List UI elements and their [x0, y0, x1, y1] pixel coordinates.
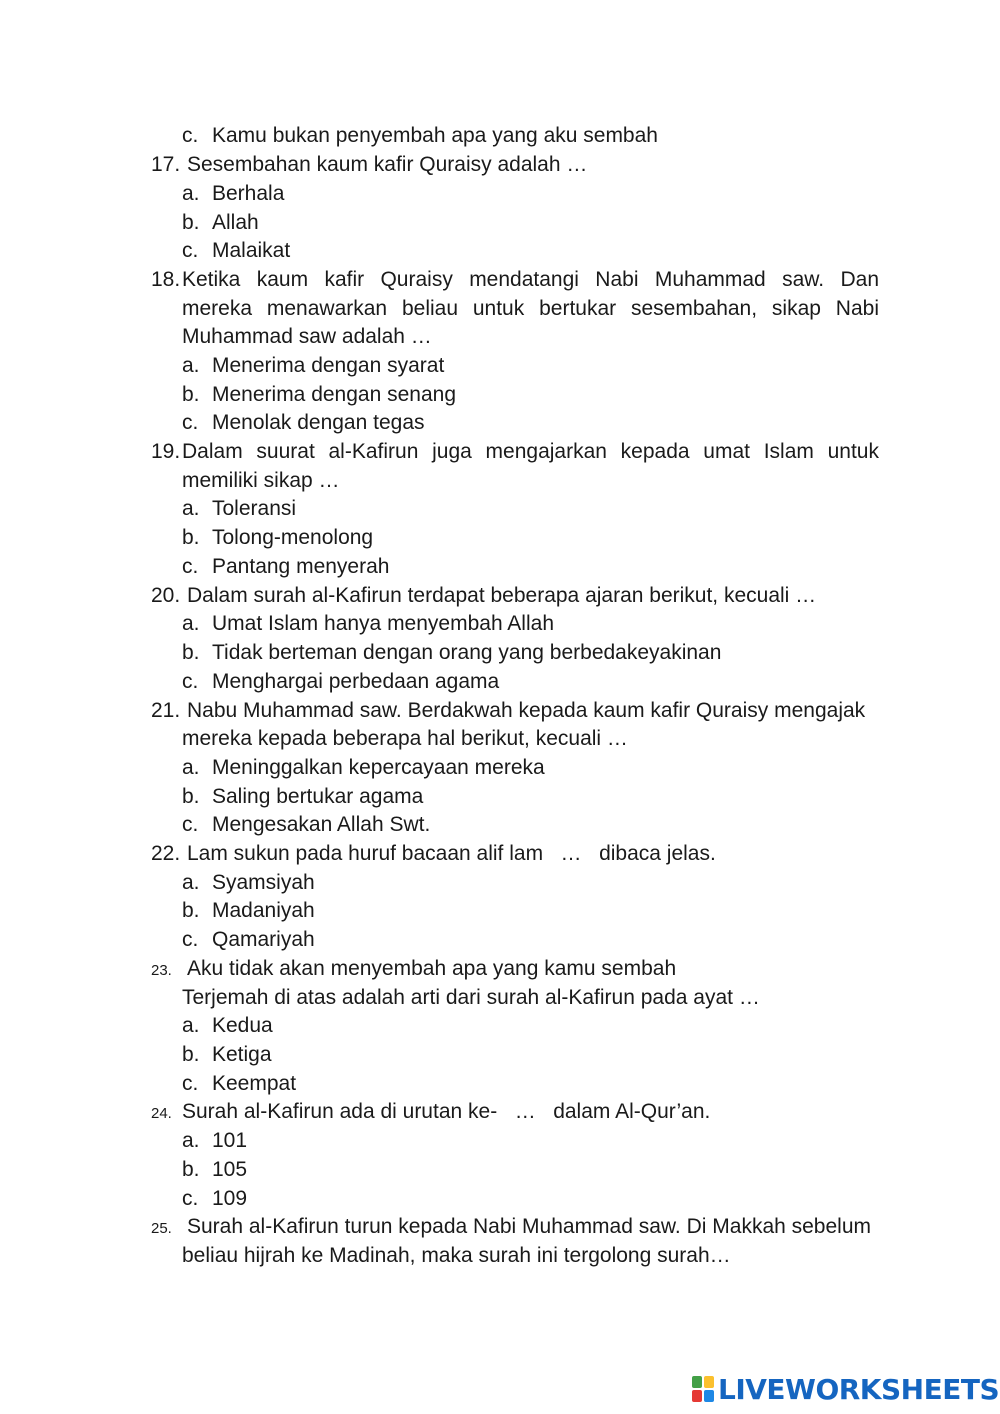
question-18-line-3: Muhammad saw adalah …: [182, 325, 432, 348]
option-c: c. Kamu bukan penyembah apa yang aku sembah: [182, 124, 658, 147]
question-19-line-1: Dalam suurat al-Kafirun juga mengajarkan kepada umat Islam untuk: [182, 440, 879, 463]
option-a: a. Umat Islam hanya menyembah Allah: [182, 612, 554, 635]
logo-text: LIVEWORKSHEETS: [718, 1372, 1000, 1406]
option-a: a. 101: [182, 1129, 248, 1152]
option-c: c. Mengesakan Allah Swt.: [182, 813, 431, 836]
question-23-line-2: Terjemah di atas adalah arti dari surah al-Kafirun pada ayat …: [182, 986, 760, 1009]
option-c: c. Malaikat: [182, 239, 291, 262]
option-c: c. Menghargai perbedaan agama: [182, 670, 500, 693]
option-b: b. Saling bertukar agama: [182, 785, 424, 808]
option-c: c. Keempat: [182, 1072, 297, 1095]
question-24-number: 24.: [151, 1105, 172, 1122]
question-24-text: Surah al-Kafirun ada di urutan ke- … dalam Al-Qur’an.: [182, 1100, 711, 1123]
option-b: b. Madaniyah: [182, 899, 315, 922]
question-17: 17. Sesembahan kaum kafir Quraisy adalah …: [151, 153, 588, 176]
question-21-number: 21.: [151, 699, 181, 722]
option-c: c. Qamariyah: [182, 928, 315, 951]
option-a: a. Berhala: [182, 182, 285, 205]
option-b: b. Menerima dengan senang: [182, 383, 457, 406]
option-b: b. Allah: [182, 211, 259, 234]
option-a: a. Toleransi: [182, 497, 297, 520]
option-c: c. Menolak dengan tegas: [182, 411, 425, 434]
option-a: a. Menerima dengan syarat: [182, 354, 445, 377]
option-a: a. Kedua: [182, 1014, 273, 1037]
option-b: b. Ketiga: [182, 1043, 272, 1066]
question-18-line-1: Ketika kaum kafir Quraisy mendatangi Nabi Muhammad saw. Dan: [182, 268, 879, 291]
option-b: b. 105: [182, 1158, 248, 1181]
question-21-line-2: mereka kepada beberapa hal berikut, kecuali …: [182, 727, 628, 750]
question-18-number: 18.: [151, 268, 181, 291]
question-19-number: 19.: [151, 440, 181, 463]
option-c: c. Pantang menyerah: [182, 555, 390, 578]
option-c: c. 109: [182, 1187, 248, 1210]
question-22: 22. Lam sukun pada huruf bacaan alif lam … dibaca jelas.: [151, 842, 716, 865]
question-23-number: 23.: [151, 962, 172, 979]
question-25-line-2: beliau hijrah ke Madinah, maka surah ini tergolong surah…: [182, 1244, 731, 1267]
option-b: b. Tidak berteman dengan orang yang berbedakeyakinan: [182, 641, 722, 664]
question-18-line-2: mereka menawarkan beliau untuk bertukar sesembahan, sikap Nabi: [182, 297, 879, 320]
question-25-number: 25.: [151, 1220, 172, 1237]
option-a: a. Syamsiyah: [182, 871, 315, 894]
option-a: a. Meninggalkan kepercayaan mereka: [182, 756, 545, 779]
option-b: b. Tolong-menolong: [182, 526, 374, 549]
question-21-line-1: Nabu Muhammad saw. Berdakwah kepada kaum kafir Quraisy mengajak: [187, 699, 866, 722]
question-25-line-1: Surah al-Kafirun turun kepada Nabi Muhammad saw. Di Makkah sebelum: [187, 1215, 872, 1238]
liveworksheets-mark-icon: [692, 1376, 714, 1402]
question-23-line-1: Aku tidak akan menyembah apa yang kamu sembah: [187, 957, 677, 980]
question-20: 20. Dalam surah al-Kafirun terdapat beberapa ajaran berikut, kecuali …: [151, 584, 817, 607]
liveworksheets-logo[interactable]: [692, 1372, 999, 1406]
question-19-line-2: memiliki sikap …: [182, 469, 340, 492]
